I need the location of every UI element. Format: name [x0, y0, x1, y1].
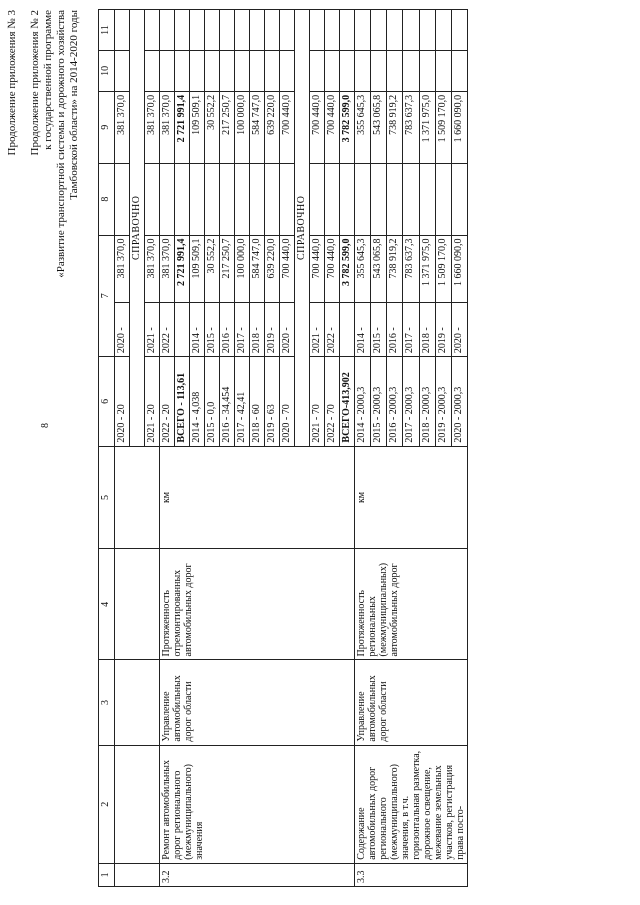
amount-cell: 639 220,0 — [265, 235, 280, 302]
amount-cell: 738 919,2 — [387, 235, 403, 302]
total-amount-cell: 2 721 991,4 — [175, 91, 190, 163]
empty-cell — [310, 163, 325, 235]
col-num-9: 9 — [99, 91, 115, 163]
section-executor: Управление автомобильных дорог области — [160, 660, 355, 745]
header-appendix3: Продолжение приложения № 3 — [6, 10, 18, 156]
year-label-cell: 2020 - — [280, 302, 295, 356]
empty-cell — [340, 302, 355, 356]
empty-cell — [451, 163, 467, 235]
empty-cell — [265, 50, 280, 91]
empty-cell — [355, 50, 371, 91]
year-label-cell: 2016 - — [387, 302, 403, 356]
empty-cell — [190, 10, 205, 51]
empty-cell — [175, 50, 190, 91]
empty-cell — [451, 50, 467, 91]
empty-cell — [403, 163, 419, 235]
empty-cell — [280, 163, 295, 235]
col-num-7: 7 — [99, 235, 115, 357]
year-label-cell: 2016 - — [220, 302, 235, 356]
col-num-11: 11 — [99, 10, 115, 51]
empty-cell — [145, 10, 160, 51]
year-label-cell: 2017 - — [235, 302, 250, 356]
year-value-cell: 2020 - 70 — [280, 357, 295, 447]
amount-cell: 1 371 975,0 — [419, 235, 435, 302]
section-number: 3.2 — [160, 863, 355, 886]
empty-cell — [115, 163, 130, 235]
amount-cell: 100 000,0 — [235, 235, 250, 302]
empty-cell — [387, 10, 403, 51]
col-num-6: 6 — [99, 357, 115, 447]
col-num-10: 10 — [99, 50, 115, 91]
empty-cell — [175, 302, 190, 356]
year-value-cell: 2022 - 70 — [325, 357, 340, 447]
section-unit: км — [160, 446, 355, 549]
empty-cell — [371, 163, 387, 235]
amount-cell: 381 370,0 — [160, 91, 175, 163]
cont-cell-3 — [115, 660, 160, 745]
empty-cell — [355, 10, 371, 51]
empty-cell — [265, 10, 280, 51]
header-program-name: «Развитие транспортной системы и дорожного хозяйства — [55, 10, 67, 278]
empty-cell — [403, 50, 419, 91]
year-label-cell: 2018 - — [250, 302, 265, 356]
empty-cell — [387, 163, 403, 235]
header-program-period: Тамбовской области» на 2014-2020 годы — [68, 10, 80, 200]
empty-cell — [205, 10, 220, 51]
empty-cell — [190, 50, 205, 91]
empty-cell — [220, 10, 235, 51]
year-label-cell: 2015 - — [205, 302, 220, 356]
amount-cell: 1 509 170,0 — [435, 235, 451, 302]
cont-cell-1 — [115, 863, 160, 886]
year-value-cell: 2015 - 0,0 — [205, 357, 220, 447]
section-unit: км — [355, 446, 468, 549]
empty-cell — [250, 50, 265, 91]
empty-cell — [355, 163, 371, 235]
amount-cell: 217 250,7 — [220, 91, 235, 163]
year-value-cell: 2019 - 2000,3 — [435, 357, 451, 447]
total-amount-cell: 3 782 599,0 — [340, 91, 355, 163]
amount-cell: 700 440,0 — [310, 235, 325, 302]
year-value-cell: 2021 - 20 — [145, 357, 160, 447]
empty-cell — [310, 50, 325, 91]
empty-cell — [265, 163, 280, 235]
year-label-cell: 2017 - — [403, 302, 419, 356]
year-value-cell: 2014 - 2000,3 — [355, 357, 371, 447]
amount-cell: 783 637,3 — [403, 91, 419, 163]
amount-cell: 217 250,7 — [220, 235, 235, 302]
empty-cell — [371, 10, 387, 51]
empty-cell — [175, 163, 190, 235]
amount-cell: 543 065,8 — [371, 91, 387, 163]
year-value-cell: 2015 - 2000,3 — [371, 357, 387, 447]
empty-cell — [419, 163, 435, 235]
table-row — [115, 10, 130, 887]
year-label-cell: 2021 - — [145, 302, 160, 356]
amount-cell: 639 220,0 — [265, 91, 280, 163]
col-num-2: 2 — [99, 745, 115, 863]
year-value-cell: 2020 - 2000,3 — [451, 357, 467, 447]
empty-cell — [435, 10, 451, 51]
year-value-cell: 2021 - 70 — [310, 357, 325, 447]
empty-cell — [160, 50, 175, 91]
section-number: 3.3 — [355, 863, 468, 886]
empty-cell — [340, 10, 355, 51]
empty-cell — [250, 163, 265, 235]
col-num-5: 5 — [99, 446, 115, 549]
empty-cell — [435, 163, 451, 235]
amount-cell: 1 660 090,0 — [451, 235, 467, 302]
amount-cell: 109 509,1 — [190, 235, 205, 302]
empty-cell — [115, 50, 130, 91]
year-value-cell: 2017 - 42,41 — [235, 357, 250, 447]
year-label-cell: 2014 - — [355, 302, 371, 356]
empty-cell — [175, 10, 190, 51]
total-amount-cell: 3 782 599,0 — [340, 235, 355, 302]
empty-cell — [340, 50, 355, 91]
empty-cell — [145, 50, 160, 91]
year-value-cell: 2017 - 2000,3 — [403, 357, 419, 447]
empty-cell — [235, 10, 250, 51]
amount-cell: 700 440,0 — [325, 235, 340, 302]
total-amount-cell: 2 721 991,4 — [175, 235, 190, 302]
amount-cell: 381 370,0 — [145, 235, 160, 302]
amount-cell: 109 509,1 — [190, 91, 205, 163]
amount-cell: 584 747,0 — [250, 91, 265, 163]
amount-cell: 381 370,0 — [145, 91, 160, 163]
amount-cell: 700 440,0 — [280, 235, 295, 302]
empty-cell — [250, 10, 265, 51]
year-value-cell: 2016 - 34,454 — [220, 357, 235, 447]
total-length-cell: ВСЕГО - 113,61 — [175, 357, 190, 447]
amount-cell: 381 370,0 — [160, 235, 175, 302]
empty-cell — [403, 10, 419, 51]
empty-cell — [220, 50, 235, 91]
header-appendix2: Продолжение приложения № 2 — [29, 10, 41, 156]
amount-cell: 700 440,0 — [280, 91, 295, 163]
amount-cell: 738 919,2 — [387, 91, 403, 163]
section-indicator: Протяженность региональных (межмуниципальных) автомобильных дорог — [355, 549, 468, 660]
amount-cell: 783 637,3 — [403, 235, 419, 302]
total-length-cell: ВСЕГО-413,902 — [340, 357, 355, 447]
empty-cell — [280, 50, 295, 91]
cont-cell-4 — [115, 549, 160, 660]
empty-cell — [160, 10, 175, 51]
column-number-row — [99, 10, 115, 887]
year-value-cell: 2020 - 20 — [115, 357, 130, 447]
col-num-4: 4 — [99, 549, 115, 660]
amount-cell: 100 000,0 — [235, 91, 250, 163]
cont-cell-2 — [115, 745, 160, 863]
page-number: 8 — [40, 423, 51, 428]
amount-cell: 381 370,0 — [115, 91, 130, 163]
year-value-cell: 2019 - 63 — [265, 357, 280, 447]
year-label-cell: 2018 - — [419, 302, 435, 356]
section-name: Ремонт автомобильных дорог регионального (межмуниципального) значения — [160, 745, 355, 863]
empty-cell — [205, 50, 220, 91]
amount-cell: 1 371 975,0 — [419, 91, 435, 163]
year-label-cell: 2020 - — [451, 302, 467, 356]
empty-cell — [235, 163, 250, 235]
section-executor: Управление автомобильных дорог области — [355, 660, 468, 745]
empty-cell — [235, 50, 250, 91]
header-to-program: к государственной программе — [42, 10, 54, 150]
amount-cell: 355 645,3 — [355, 91, 371, 163]
col-num-1: 1 — [99, 863, 115, 886]
year-value-cell: 2018 - 2000,3 — [419, 357, 435, 447]
amount-cell: 1 509 170,0 — [435, 91, 451, 163]
amount-cell: 584 747,0 — [250, 235, 265, 302]
col-num-8: 8 — [99, 163, 115, 235]
year-label-cell: 2014 - — [190, 302, 205, 356]
year-value-cell: 2018 - 60 — [250, 357, 265, 447]
year-label-cell: 2022 - — [160, 302, 175, 356]
year-label-cell: 2015 - — [371, 302, 387, 356]
amount-cell: 543 065,8 — [371, 235, 387, 302]
empty-cell — [325, 50, 340, 91]
year-label-cell: 2020 - — [115, 302, 130, 356]
amount-cell: 381 370,0 — [115, 235, 130, 302]
document-header — [6, 10, 81, 278]
year-label-cell: 2022 - — [325, 302, 340, 356]
empty-cell — [419, 50, 435, 91]
empty-cell — [435, 50, 451, 91]
year-value-cell: 2016 - 2000,3 — [387, 357, 403, 447]
empty-cell — [205, 163, 220, 235]
empty-cell — [325, 163, 340, 235]
empty-cell — [190, 163, 205, 235]
section-name: Содержание автомобильных дорог регионального (межмуниципального) значения, в т.ч. горизонтальная разметка, дорожное освещение, межевание земельных участков, регистрация права посто- — [355, 745, 468, 863]
amount-cell: 30 552,2 — [205, 91, 220, 163]
empty-cell — [387, 50, 403, 91]
empty-cell — [419, 10, 435, 51]
amount-cell: 700 440,0 — [325, 91, 340, 163]
year-value-cell: 2014 - 4,038 — [190, 357, 205, 447]
empty-cell — [371, 50, 387, 91]
year-label-cell: 2019 - — [435, 302, 451, 356]
empty-cell — [115, 10, 130, 51]
program-table — [98, 9, 468, 887]
amount-cell: 1 660 090,0 — [451, 91, 467, 163]
empty-cell — [145, 163, 160, 235]
empty-cell — [340, 163, 355, 235]
empty-cell — [451, 10, 467, 51]
cont-cell-5 — [115, 446, 160, 549]
year-label-cell: 2021 - — [310, 302, 325, 356]
table-row — [355, 10, 371, 887]
empty-cell — [160, 163, 175, 235]
reference-label: СПРАВОЧНО — [295, 10, 310, 447]
col-num-3: 3 — [99, 660, 115, 745]
empty-cell — [325, 10, 340, 51]
empty-cell — [220, 163, 235, 235]
year-label-cell: 2019 - — [265, 302, 280, 356]
amount-cell: 355 645,3 — [355, 235, 371, 302]
section-indicator: Протяженность отремонтированных автомобильных дорог — [160, 549, 355, 660]
empty-cell — [280, 10, 295, 51]
amount-cell: 700 440,0 — [310, 91, 325, 163]
empty-cell — [310, 10, 325, 51]
table-row — [160, 10, 175, 887]
year-value-cell: 2022 - 20 — [160, 357, 175, 447]
amount-cell: 30 552,2 — [205, 235, 220, 302]
reference-label: СПРАВОЧНО — [130, 10, 145, 447]
